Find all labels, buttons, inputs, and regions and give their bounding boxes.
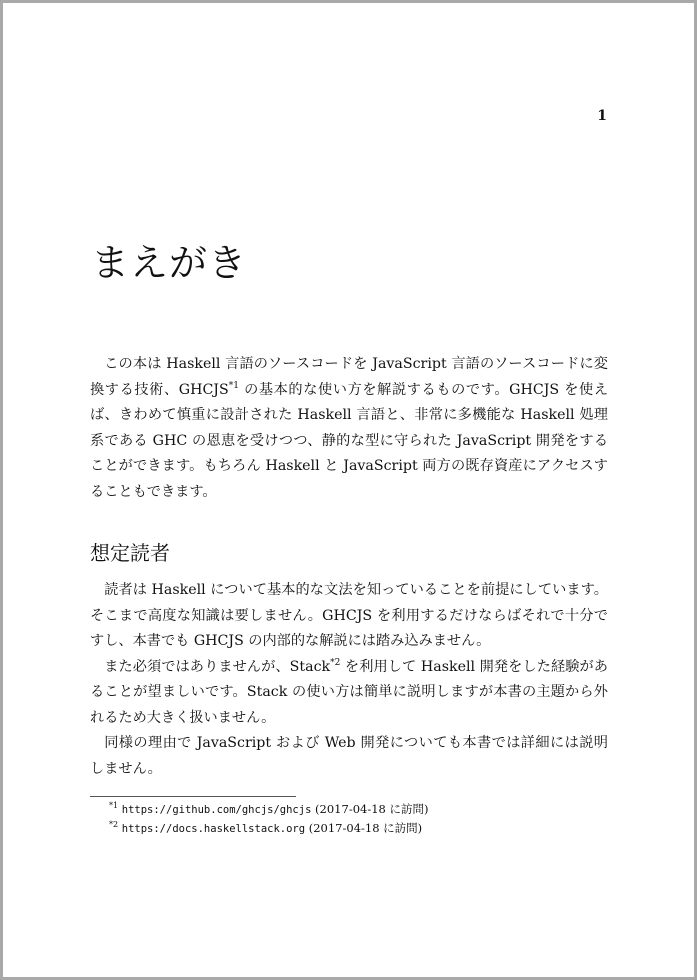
intro-text-1: この本は Haskell 言語のソースコードを JavaScript 言語のソースコードに変換する技術、GHCJS [90,356,608,398]
footnote-divider [90,796,296,797]
intro-section [90,352,608,505]
chapter-title: まえがき [91,241,248,285]
footnote-2 [109,819,429,838]
footnote-1 [109,800,429,819]
reader-paragraph-2 [90,655,608,732]
footnote-mark: *1 [109,801,119,810]
footnotes [109,800,429,838]
reader-text-2a: また必須ではありませんが、Stack [104,658,331,675]
intro-paragraph [90,352,608,505]
reader-section [90,578,608,782]
reader-paragraph-1: 読者は Haskell について基本的な文法を知っていることを前提にしています。そこまで高度な知識は要しません。GHCJS を利用するだけならばそれで十分ですし、本書でも GHCJS の内部的な解説には踏み込みません。 [90,582,608,649]
intro-text-2: の基本的な使い方を解説するものです。GHCJS を使えば、きわめて慎重に設計された Haskell 言語と、非常に多機能な Haskell 処理系である GHC の恩恵を受けつつ、静的な型に守られた JavaScript 開発をすることができます。もちろん Haskell と JavaScript 両方の既存資産にアクセスすることもできます。 [90,381,609,500]
footnote-note: (2017-04-18 に訪問) [311,802,429,816]
footnote-link[interactable]: https://github.com/ghcjs/ghcjs [121,804,312,816]
reader-text-2b: を利用して Haskell 開発をした経験があることが望ましいです。Stack の使い方は簡単に説明しますが本書の主題から外れるため大きく扱いません。 [90,658,608,726]
footnote-note: (2017-04-18 に訪問) [305,821,423,835]
section-title: 想定読者 [90,541,170,565]
footnote-ref-1[interactable]: *1 [228,380,239,391]
page-number: 1 [597,108,607,124]
footnote-link[interactable]: https://docs.haskellstack.org [121,823,306,835]
footnote-mark: *2 [109,820,119,829]
reader-paragraph-3: 同様の理由で JavaScript および Web 開発についても本書では詳細には説明しません。 [90,735,608,777]
footnote-ref-2[interactable]: *2 [330,657,341,668]
